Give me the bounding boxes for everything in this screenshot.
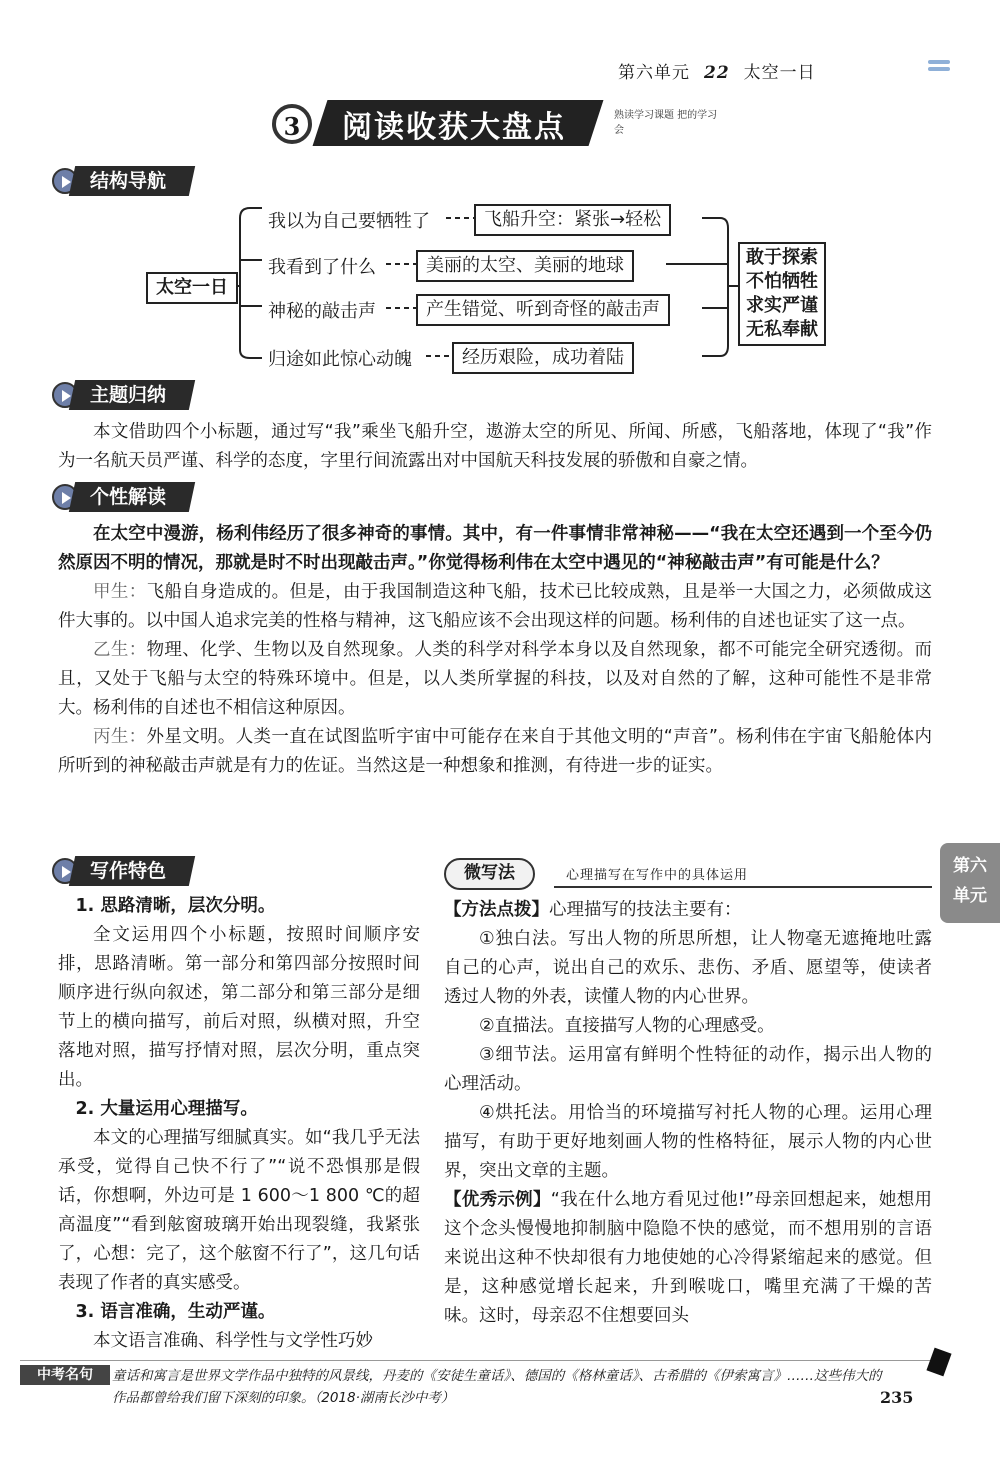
method-item: ③细节法。运用富有鲜明个性特征的动作，揭示出人物的心理活动。 [444, 1045, 932, 1094]
micro-desc: 心理描写在写作中的具体运用 [566, 868, 749, 883]
map-center-box: 太空一日 [146, 272, 238, 304]
method-item: ④烘托法。用恰当的环境描写衬托人物的心理。运用心理描写，有助于更好地刻画人物的性格特征，展示人物的内心世界，突出文章的主题。 [444, 1103, 932, 1181]
lesson-number: 22 [704, 63, 730, 83]
map-branch-box: 经历艰险，成功着陆 [452, 342, 634, 374]
writing-text: 本文语言准确、科学性与文学性巧妙 [93, 1331, 373, 1351]
footer-tag: 中考名句 [20, 1365, 110, 1385]
section-tag-theme [52, 380, 202, 410]
micro-writing-body: 【方法点拨】心理描写的技法主要有： ①独白法。写出人物的所思所想，让人物毫无遮掩地吐露自己的心声，说出自己的欢乐、悲伤、矛盾、愿望等，使读者透过人物的外表，读懂人物的内心世界。 ②直描法。直接描写人物的心理感受。 ③细节法。运用富有鲜明个性特征的动作，揭示出人物的心理活动。 ④烘托法。用恰当的环境描写衬托人物的心理。运用心理描写，有助于更好地刻画人物的性格特征，展示人物的内心世界，突出文章的主题。 【优秀示例】“我在什么地方看见过他!”母亲回想起来，她想用这个念头慢慢地抑制脑中隐隐不快的感觉，而不想用别的言语来说出这种不快却很有力地使她的心冷得紧缩起来的感觉。但是，这种感觉增长起来，升到喉咙口，嘴里充满了干燥的苦味。这时，母亲忍不住想要回头 [444, 900, 932, 1326]
section-tag-writing [52, 856, 202, 886]
banner-title: 阅读收获大盘点 [342, 110, 566, 145]
map-summary-box [738, 242, 826, 346]
writing-column [58, 892, 420, 1356]
banner-note: 熟读学习课题 把的学习会 [614, 110, 718, 136]
micro-writing-header [444, 858, 932, 888]
lesson-title: 太空一日 [743, 63, 816, 83]
banner-number: 3 [272, 104, 312, 144]
map-branch-box: 飞船升空：紧张→轻松 [474, 204, 671, 236]
example-tag: 【优秀示例】 [444, 1190, 551, 1210]
method-item: ①独白法。写出人物的所思所想，让人物毫无遮掩地吐露自己的心声，说出自己的欢乐、悲伤、矛盾、愿望等，使读者透过人物的外表，读懂人物的内心世界。 [444, 929, 932, 1007]
reading-answer: 乙生：物理、化学、生物以及自然现象。人类的科学对科学本身以及自然现象，都不可能完全研究透彻。而且，又处于飞船与太空的特殊环境中。但是，以人类所掌握的科技，以及对自然的了解，这种可能性不是非常大。杨利伟的自述也不相信这种原因。 [58, 640, 932, 718]
map-branch-label: 归途如此惊心动魄 [268, 349, 412, 370]
reading-block [58, 520, 932, 781]
writing-subtitle: 3. 语言准确，生动严谨。 [75, 1302, 276, 1322]
section-title: 主题归纳 [90, 384, 167, 406]
page-number: 235 [880, 1388, 914, 1407]
method-item: ②直描法。直接描写人物的心理感受。 [479, 1016, 775, 1036]
map-branch-label: 我以为自己要牺牲了 [268, 211, 430, 232]
summary-line: 求实严谨 [746, 295, 818, 316]
page-header [618, 58, 816, 83]
map-branch-box: 美丽的太空、美丽的地球 [416, 250, 634, 282]
section-tag-reading [52, 482, 202, 512]
section-tag-structure [52, 166, 202, 196]
writing-text: 全文运用四个小标题，按照时间顺序安排，思路清晰。第一部分和第四部分按照时间顺序进行纵向叙述，第二部分和第三部分是细节上的横向描写，前后对照，纵横对照，升空落地对照，描写抒情对照，层次分明，重点突出。 [58, 925, 420, 1090]
section-title: 个性解读 [90, 486, 167, 508]
reading-answer: 甲生：飞船自身造成的。但是，由于我国制造这种飞船，技术已比较成熟，且是举一大国之力，必须做成这件大事的。以中国人追求完美的性格与精神，这飞船应该不会出现这样的问题。杨利伟的自述也证实了这一点。 [58, 582, 932, 631]
writing-subtitle: 1. 思路清晰，层次分明。 [75, 896, 276, 916]
corner-decoration [928, 60, 950, 78]
unit-label: 第六单元 [618, 63, 690, 83]
micro-tag: 微写法 [444, 858, 535, 890]
map-branch-label: 我看到了什么 [268, 257, 376, 278]
theme-paragraph: 本文借助四个小标题，通过写“我”乘坐飞船升空，遨游太空的所见、所闻、所感，飞船落地，体现了“我”作为一名航天员严谨、科学的态度，字里行间流露出对中国航天科技发展的骄傲和自豪之情。 [58, 422, 932, 471]
writing-subtitle: 2. 大量运用心理描写。 [75, 1099, 258, 1119]
reading-answer: 丙生：外星文明。人类一直在试图监听宇宙中可能存在来自于其他文明的“声音”。杨利伟在宇宙飞船舱体内所听到的神秘敲击声就是有力的佐证。当然这是一种想象和推测，有待进一步的证实。 [58, 727, 932, 776]
section-banner [262, 98, 592, 150]
summary-line: 无私奉献 [746, 319, 818, 340]
map-branch-label: 神秘的敲击声 [268, 301, 376, 322]
summary-line: 不怕牺牲 [746, 271, 818, 292]
footer-quote [20, 1360, 935, 1413]
reading-question: 在太空中漫游，杨利伟经历了很多神奇的事情。其中，有一件事情非常神秘——“我在太空还遇到一个至今仍然原因不明的情况，那就是时不时出现敲击声。”你觉得杨利伟在太空中遇见的“神秘敲击声”有可能是什么？ [58, 524, 932, 573]
map-branch-box: 产生错觉、听到奇怪的敲击声 [416, 294, 670, 326]
unit-side-tab: 第六单元 [940, 843, 1000, 923]
section-title: 结构导航 [90, 170, 167, 192]
method-tag: 【方法点拨】 [444, 900, 549, 920]
section-title: 写作特色 [90, 860, 167, 882]
summary-line: 敢于探索 [746, 247, 818, 268]
writing-text: 本文的心理描写细腻真实。如“我几乎无法承受，觉得自己快不行了”“说不恐惧那是假话，你想啊，外边可是 1 600～1 800 ℃的超高温度”“看到舷窗玻璃开始出现裂缝，我紧张了，心想：完了，这个舷窗不行了”，这几句话表现了作者的真实感受。 [58, 1128, 420, 1293]
footer-text: 童话和寓言是世界文学作品中独特的风景线，丹麦的《安徒生童话》、德国的《格林童话》、古希腊的《伊索寓言》……这些伟大的作品都曾给我们留下深刻的印象。（2018·湖南长沙中考） [112, 1368, 882, 1406]
